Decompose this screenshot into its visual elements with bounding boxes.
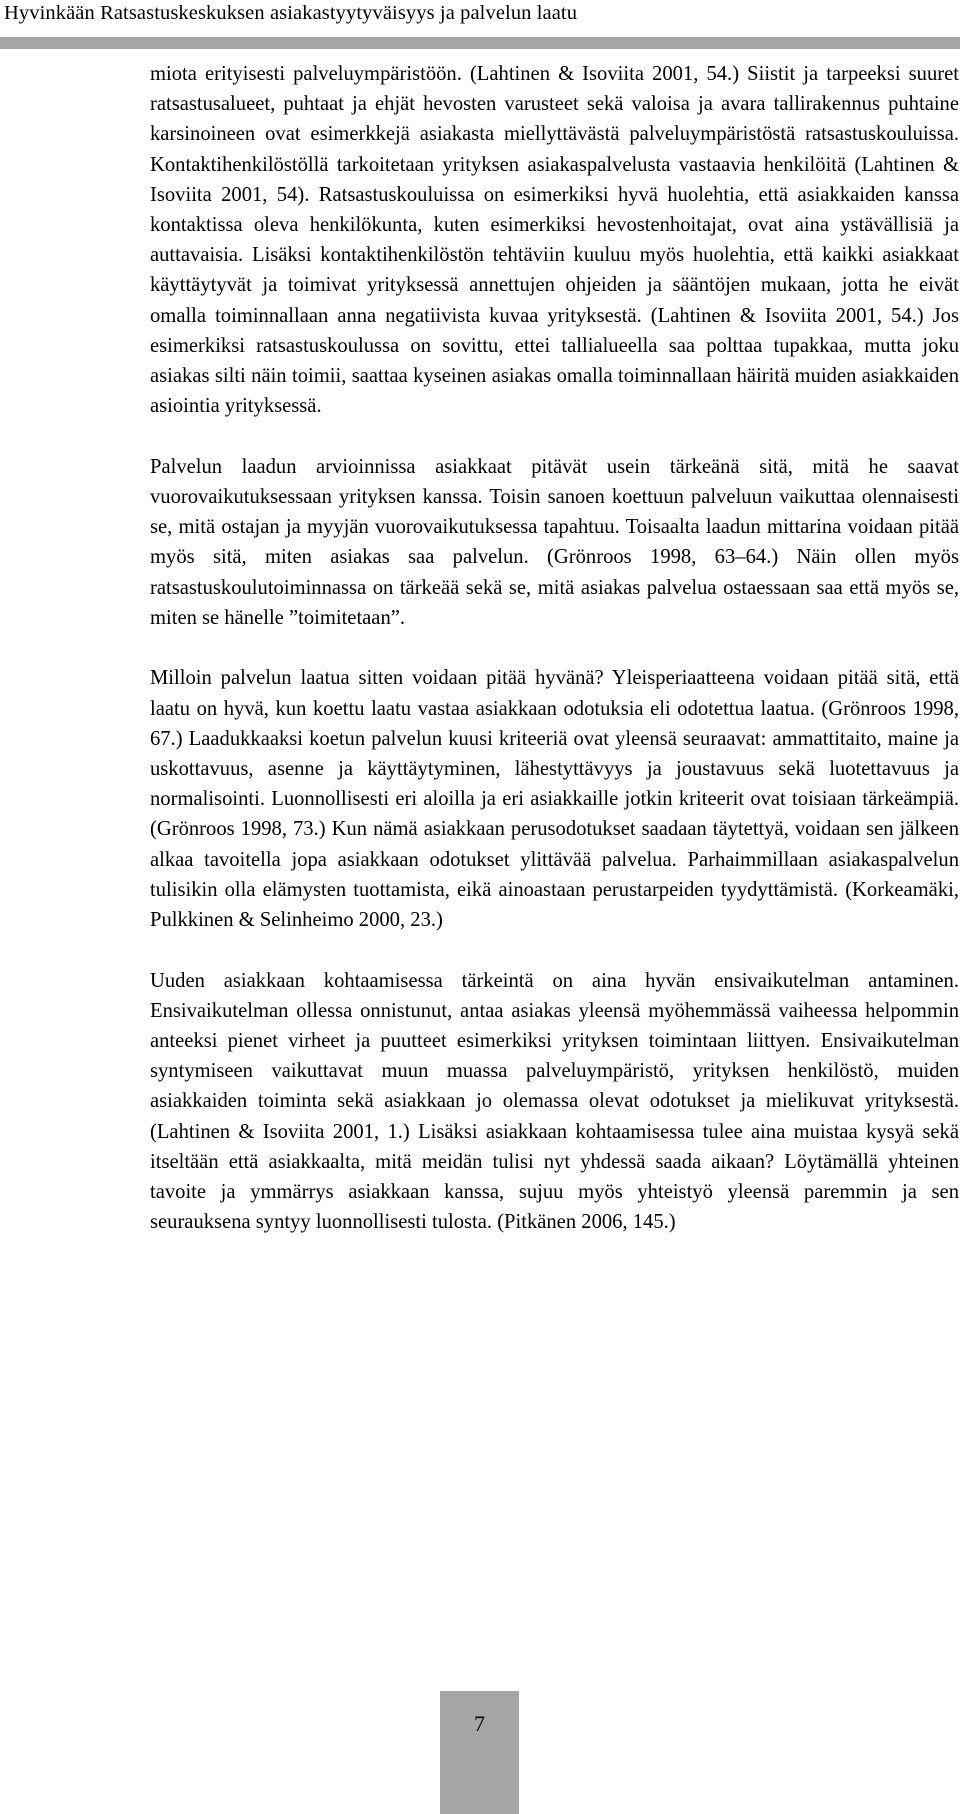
paragraph-1: miota erityisesti palveluympäristöön. (Lahtinen & Isoviita 2001, 54.) Siistit ja tarpeeksi suuret ratsastusalueet, puhtaat ja ehjät hevosten varusteet sekä valoisa ja avara tallirakennus puhtaine karsinoineen ovat esimerkkejä asiakasta miellyttävästä palveluympäristöstä ratsastuskouluissa. Kontaktihenkilöstöllä tarkoitetaan yrityksen asiakaspalvelusta vastaavia henkilöitä (Lahtinen & Isoviita 2001, 54). Ratsastuskouluissa on esimerkiksi hyvä huolehtia, että asiakkaiden kanssa kontaktissa oleva henkilökunta, kuten esimerkiksi hevostenhoitajat, ovat aina ystävällisiä ja auttavaisia. Lisäksi kontaktihenkilöstön tehtäviin kuuluu myös huolehtia, että kaikki asiakkaat käyttäytyvät ja toimivat yrityksessä annettujen ohjeiden ja sääntöjen mukaan, jotta he eivät omalla toiminnallaan anna negatiivista kuvaa yrityksestä. (Lahtinen & Isoviita 2001, 54.) Jos esimerkiksi ratsastuskoulussa on sovittu, ettei tallialueella saa polttaa tupakkaa, mutta joku asiakas silti näin toimii, saattaa kyseinen asiakas omalla toiminnallaan häiritä muiden asiakkaiden asiointia yrityksessä. — [150, 63, 959, 418]
paragraph-4: Uuden asiakkaan kohtaamisessa tärkeintä on aina hyvän ensivaikutelman antaminen. Ensivaikutelman ollessa onnistunut, antaa asiakas yleensä myöhemmässä vaiheessa helpommin anteeksi pienet virheet ja puutteet esimerkiksi yrityksen toimintaan liittyen. Ensivaikutelman syntymiseen vaikuttavat muun muassa palveluympäristö, yrityksen henkilöstö, muiden asiakkaiden toiminta sekä asiakkaan jo olemassa olevat odotukset ja mielikuvat yrityksestä. (Lahtinen & Isoviita 2001, 1.) Lisäksi asiakkaan kohtaamisessa tulee aina muistaa kysyä sekä itseltään että asiakkaalta, mitä meidän tulisi nyt yhdessä saada aikaan? Löytämällä yhteinen tavoite ja ymmärrys asiakkaan kanssa, sujuu myös yhteistyö yleensä paremmin ja sen seurauksena syntyy luonnollisesti tulosta. (Pitkänen 2006, 145.) — [150, 969, 959, 1234]
paragraph-3: Milloin palvelun laatua sitten voidaan pitää hyvänä? Yleisperiaatteena voidaan pitää sitä, että laatu on hyvä, kun koettu laatu vastaa asiakkaan odotuksia eli odotettua laatua. (Grönroos 1998, 67.) Laadukkaaksi koetun palvelun kuusi kriteeriä ovat yleensä seuraavat: ammattitaito, maine ja uskottavuus, asenne ja käyttäytyminen, lähestyttävyys ja joustavuus sekä luotettavuus ja normalisointi. Luonnollisesti eri aloilla ja eri asiakkaille jotkin kriteerit ovat toisiaan tärkeämpiä. (Grönroos 1998, 73.) Kun nämä asiakkaan perusodotukset saadaan täytettyä, voidaan sen jälkeen alkaa tavoitella jopa asiakkaan odotukset ylittävää palvelua. Parhaimmillaan asiakaspalvelun tulisikin olla elämysten tuottamista, eikä ainoastaan perustarpeiden tyydyttämistä. (Korkeamäki, Pulkkinen & Selinheimo 2000, 23.) — [150, 667, 959, 932]
header-rule — [0, 37, 960, 49]
document-title: Hyvinkään Ratsastuskeskuksen asiakastyytyväisyys ja palvelun laatu — [4, 2, 578, 24]
paragraph-2: Palvelun laadun arvioinnissa asiakkaat pitävät usein tärkeänä sitä, mitä he saavat vuorovaikutuksessaan yrityksen kanssa. Toisin sanoen koettuun palveluun vaikuttaa olennaisesti se, mitä ostajan ja myyjän vuorovaikutuksessa tapahtuu. Toisaalta laadun mittarina voidaan pitää myös sitä, miten asiakas saa palvelun. (Grönroos 1998, 63–64.) Näin ollen myös ratsastuskoulutoiminnassa on tärkeää sekä se, mitä asiakas palvelua ostaessaan saa että myös se, miten se hänelle ”toimitetaan”. — [150, 455, 959, 629]
body-text — [150, 59, 959, 1237]
page-number: 7 — [440, 1691, 519, 1814]
running-header — [0, 0, 960, 44]
